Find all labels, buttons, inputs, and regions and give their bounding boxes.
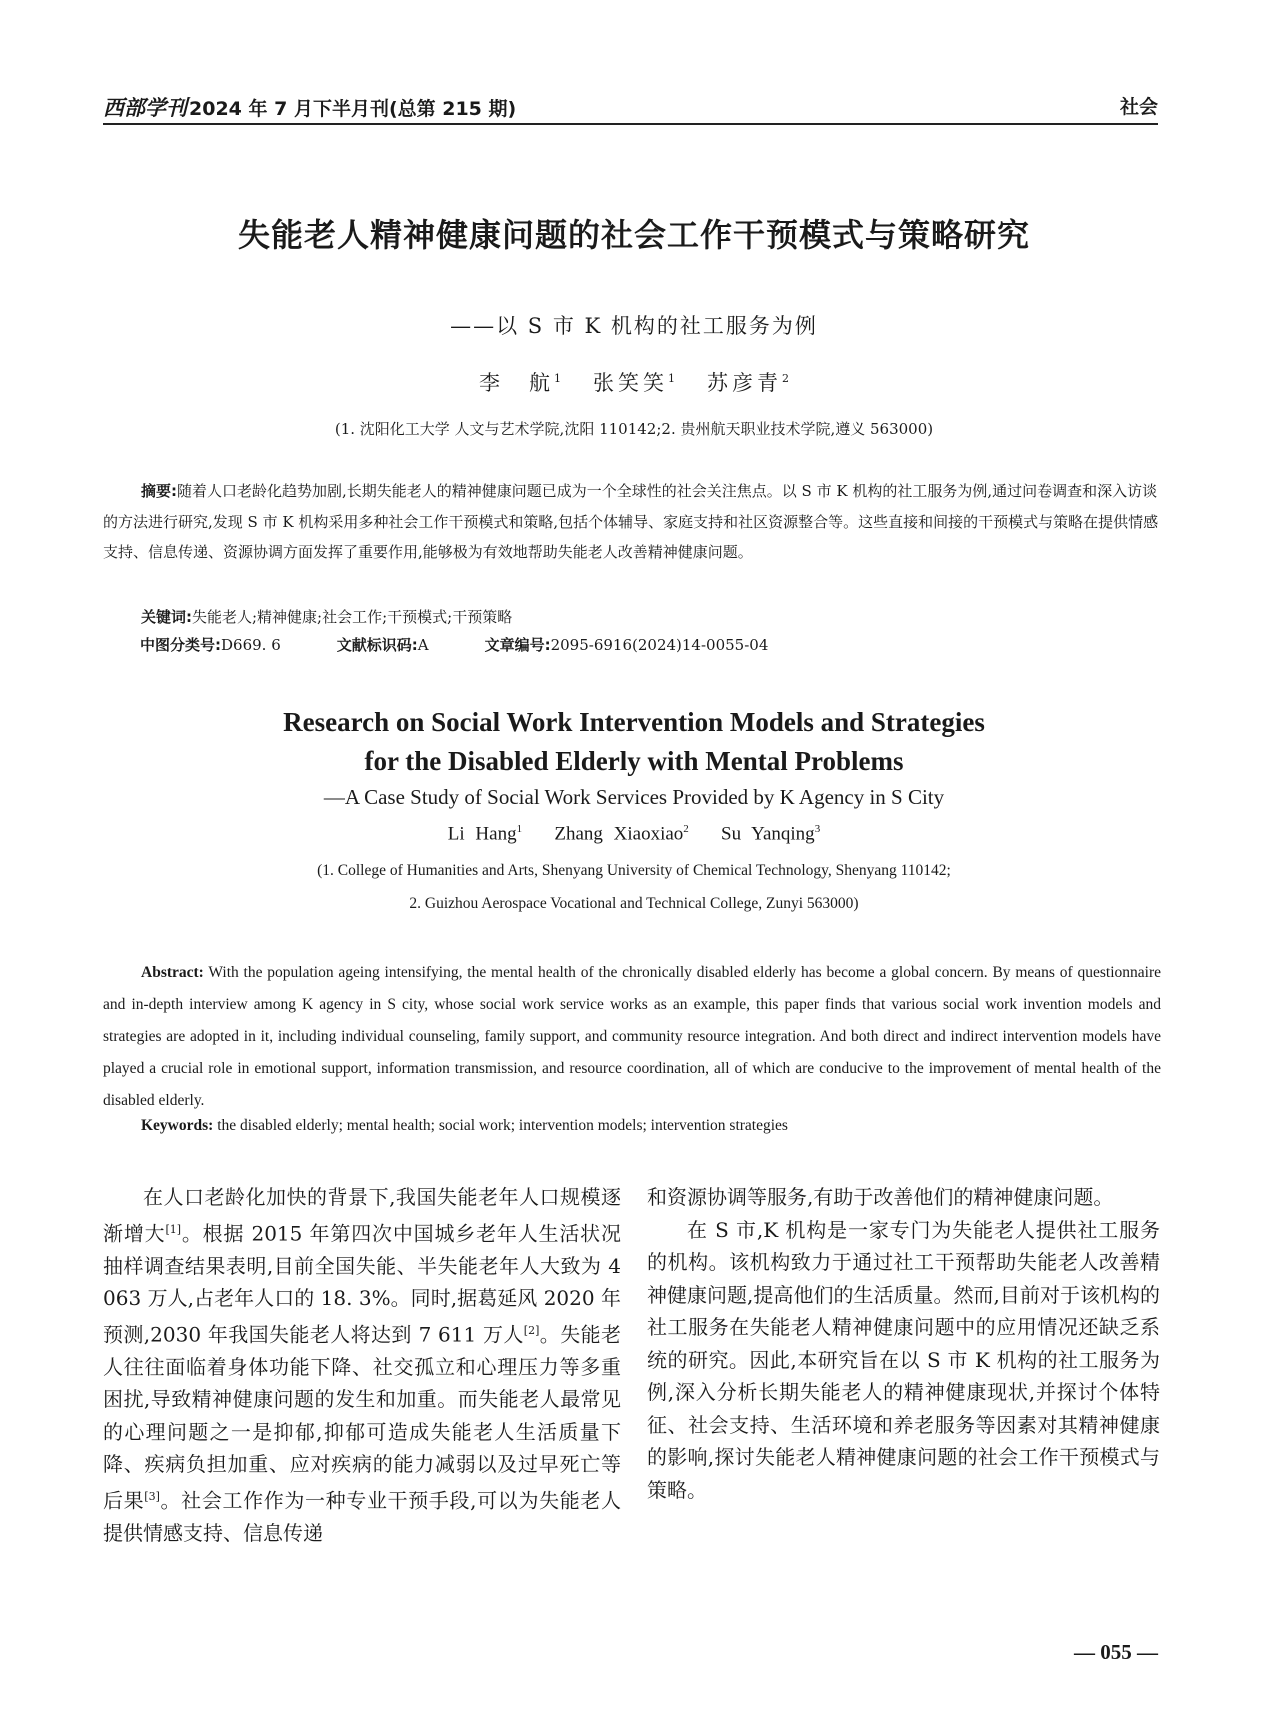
en-title-line: for the Disabled Elderly with Mental Problems [364,746,904,776]
citation-ref[interactable]: [2] [523,1323,540,1337]
citation-ref[interactable]: [1] [165,1222,182,1236]
cn-author-name: 张笑笑 [593,371,668,395]
cn-authors [0,367,1268,397]
article-value: 2095-6916(2024)14-0055-04 [550,636,769,654]
body-text: 。根据 2015 年第四次中国城乡老年人生活状况抽样调查结果表明,目前全国失能、半失能老年人大致为 4 063 万人,占老年人口的 18. 3%。同时,据葛延风 2020 年预测,2030 年我国失能老人将达到 7 611 万人 [103,1221,621,1347]
body-text: 。失能老人往往面临着身体功能下降、社交孤立和心理压力等多重困扰,导致精神健康问题的发生和加重。而失能老人最常见的心理问题之一是抑郁,抑郁可造成失能老人生活质量下降、疾病负担加重、应对疾病的能力减弱以及过早死亡等后果 [103,1322,621,1513]
en-author-sup: 3 [814,823,821,835]
cn-classification [140,634,1170,655]
en-affiliation: (1. College of Humanities and Arts, Shenyang University of Chemical Technology, Shenyang 110142; [317,862,951,879]
en-author-name: Li Hang [447,823,517,845]
cn-abstract [103,476,1163,568]
doc-label: 文献标识码: [336,636,418,654]
citation-ref[interactable]: [3] [144,1489,160,1503]
cn-abstract-text: 随着人口老龄化趋势加剧,长期失能老人的精神健康问题已成为一个全球性的社会关注焦点。以 S 市 K 机构的社工服务为例,通过问卷调查和深入访谈的方法进行研究,发现 S 市 K 机构采用多种社会工作干预模式和策略,包括个体辅导、家庭支持和社区资源整合等。这些直接和间接的干预模式与策略在提供情感支持、信息传递、资源协调方面发挥了重要作用,能够极为有效地帮助失能老人改善精神健康问题。 [103,482,1159,561]
cn-subtitle: ——以 S 市 K 机构的社工服务为例 [450,314,818,338]
en-author-sup: 2 [683,823,689,835]
journal-issue-header [103,92,516,122]
body-text: 。社会工作作为一种专业干预手段,可以为失能老人提供情感支持、信息传递 [103,1488,622,1545]
cn-keywords-label: 关键词: [141,608,192,626]
doc-value: A [417,636,429,654]
cn-keywords-text: 失能老人;精神健康;社会工作;干预模式;干预策略 [192,608,513,626]
cn-affiliation: (1. 沈阳化工大学 人文与艺术学院,沈阳 110142;2. 贵州航天职业技术学院,遵义 563000) [334,420,934,438]
en-abstract [103,957,1161,1117]
class-label: 中图分类号: [140,636,221,654]
cn-author-name: 李 航 [478,371,554,395]
article-label: 文章编号: [484,636,551,654]
en-keywords-text: the disabled elderly; mental health; social work; intervention models; intervention strategies [217,1117,788,1134]
class-value: D669. 6 [221,636,281,654]
cn-author-name: 苏彦青 [707,371,783,395]
en-author-name: Zhang Xiaoxiao [554,823,684,845]
cn-abstract-label: 摘要: [141,482,177,500]
en-keywords-label: Keywords: [141,1117,214,1134]
section-label: 社会 [1119,96,1158,118]
page-number: — 055 — [1074,1640,1158,1664]
header-rule [103,123,1158,125]
cn-keywords [103,602,1163,633]
body-column-right [647,1181,1160,1506]
en-subtitle: —A Case Study of Social Work Services Provided by K Agency in S City [323,785,945,809]
cn-title: 失能老人精神健康问题的社会工作干预模式与策略研究 [237,216,1030,254]
en-authors [0,823,1268,845]
body-text: 在人口老龄化加快的背景下,我国失能老年人口规模逐渐增大 [103,1185,621,1246]
en-abstract-text: With the population ageing intensifying, the mental health of the chronically disabled elderly has become a global concern. By means of questionnaire and in-depth interview among K agency in S city, whose social work service works as an example, this paper finds that various social work invention models and strategies are adopted in it, including individual counseling, family support, and community resource integration. And both direct and indirect intervention models have played a crucial role in emotional support, information transmission, and resource coordination, all of which are conducive to the improvement of mental health of the disabled elderly. [103,964,1161,1109]
body-paragraph: 和资源协调等服务,有助于改善他们的精神健康问题。 [647,1185,1114,1209]
cn-author-sup: 2 [782,372,790,385]
journal-logo: 西部学刊 [103,95,187,120]
en-title-line: Research on Social Work Intervention Models and Strategies [283,707,985,737]
body-paragraph: 在 S 市,K 机构是一家专门为失能老人提供社工服务的机构。该机构致力于通过社工干预帮助失能老人改善精神健康问题,提高他们的生活质量。然而,目前对于该机构的社工服务在失能老人精神健康问题中的应用情况还缺乏系统的研究。因此,本研究旨在以 S 市 K 机构的社工服务为例,深入分析长期失能老人的精神健康现状,并探讨个体特征、社会支持、生活环境和养老服务等因素对其精神健康的影响,探讨失能老人精神健康问题的社会工作干预模式与策略。 [647,1217,1160,1502]
issue-label: 2024 年 7 月下半月刊(总第 215 期) [189,98,517,120]
cn-author-sup: 1 [668,372,675,385]
en-keywords [141,1117,1161,1135]
cn-author-sup: 1 [553,372,561,385]
en-author-sup: 1 [516,823,523,835]
body-column-left [103,1181,621,1549]
body-paragraph [103,1181,621,1549]
en-abstract-label: Abstract: [141,964,204,981]
en-author-name: Su Yanqing [721,823,815,845]
en-title [0,703,1268,781]
en-affiliation: 2. Guizhou Aerospace Vocational and Technical College, Zunyi 563000) [409,895,859,912]
